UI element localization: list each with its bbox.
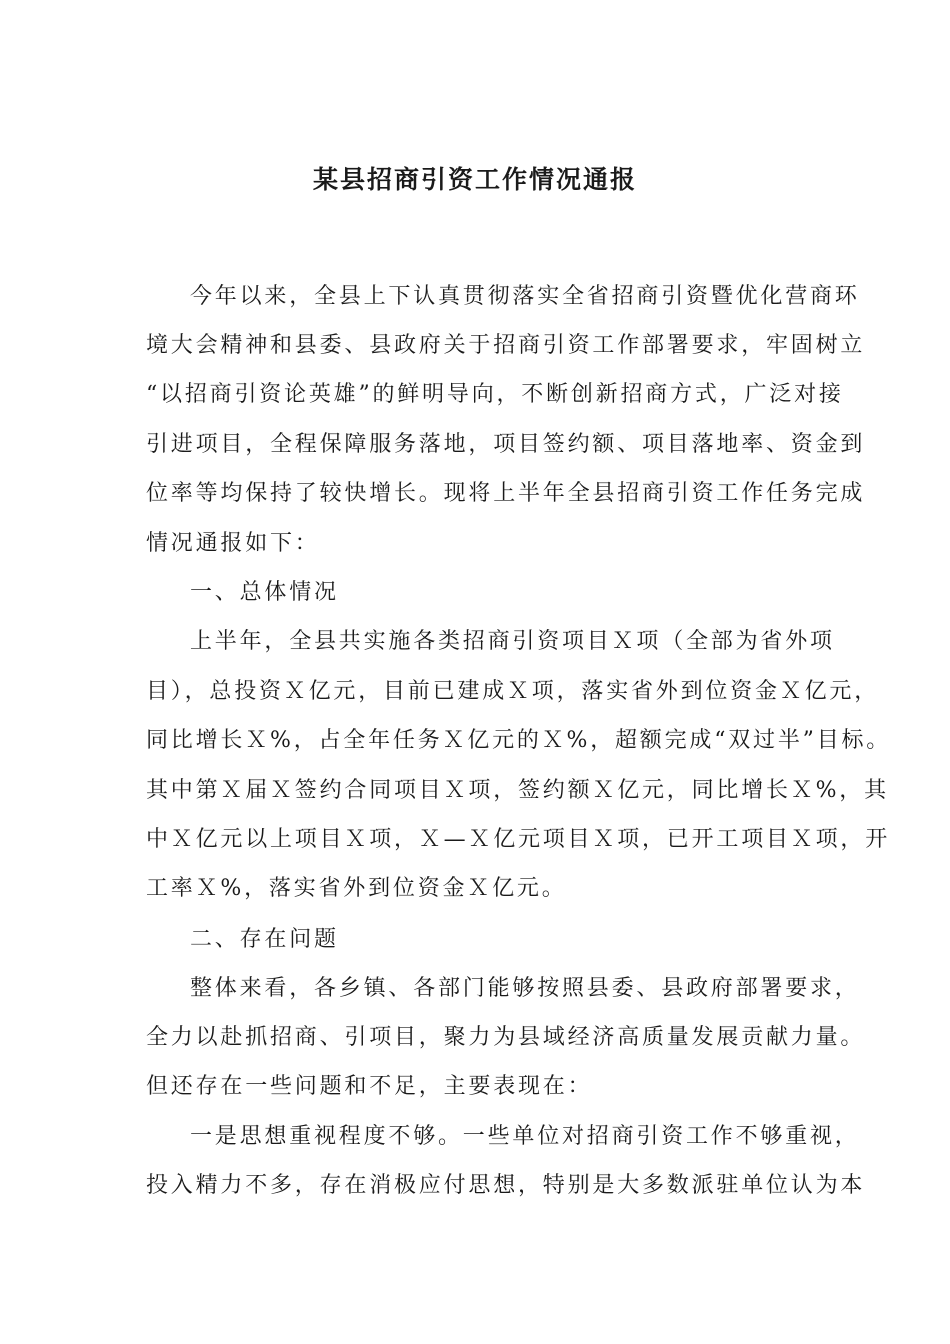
paragraph-line: 今年以来，全县上下认真贯彻落实全省招商引资暨优化营商环 xyxy=(190,284,860,309)
paragraph-line: 工率Ｘ%，落实省外到位资金Ｘ亿元。 xyxy=(146,876,567,901)
paragraph-line: 同比增长Ｘ%，占全年任务Ｘ亿元的Ｘ%，超额完成“双过半”目标。 xyxy=(146,728,892,753)
paragraph-line: 位率等均保持了较快增长。现将上半年全县招商引资工作任务完成 xyxy=(146,481,866,506)
paragraph-line: 引进项目，全程保障服务落地，项目签约额、项目落地率、资金到 xyxy=(146,432,866,457)
section-heading-overview: 一、总体情况 xyxy=(190,580,339,605)
paragraph-line: 境大会精神和县委、县政府关于招商引资工作部署要求，牢固树立 xyxy=(146,333,866,358)
paragraph-line: 投入精力不多，存在消极应付思想，特别是大多数派驻单位认为本 xyxy=(146,1173,866,1198)
paragraph-line: 中Ｘ亿元以上项目Ｘ项，Ｘ—Ｘ亿元项目Ｘ项，已开工项目Ｘ项，开 xyxy=(146,827,891,852)
paragraph-line: 上半年，全县共实施各类招商引资项目Ｘ项（全部为省外项 xyxy=(190,629,835,654)
paragraph-line: 但还存在一些问题和不足，主要表现在： xyxy=(146,1074,593,1099)
paragraph-line: 一是思想重视程度不够。一些单位对招商引资工作不够重视， xyxy=(190,1124,860,1149)
paragraph-line: 其中第Ｘ届Ｘ签约合同项目Ｘ项，签约额Ｘ亿元，同比增长Ｘ%，其 xyxy=(146,778,889,803)
paragraph-line: 整体来看，各乡镇、各部门能够按照县委、县政府部署要求， xyxy=(190,976,860,1001)
paragraph-line: “以招商引资论英雄”的鲜明导向，不断创新招商方式，广泛对接 xyxy=(146,382,844,407)
document-title: 某县招商引资工作情况通报 xyxy=(312,165,637,194)
paragraph-line: 情况通报如下： xyxy=(146,531,320,556)
paragraph-line: 全力以赴抓招商、引项目，聚力为县域经济高质量发展贡献力量。 xyxy=(146,1025,866,1050)
section-heading-problems: 二、存在问题 xyxy=(190,927,339,952)
paragraph-line: 目），总投资Ｘ亿元，目前已建成Ｘ项，落实省外到位资金Ｘ亿元， xyxy=(146,679,880,704)
